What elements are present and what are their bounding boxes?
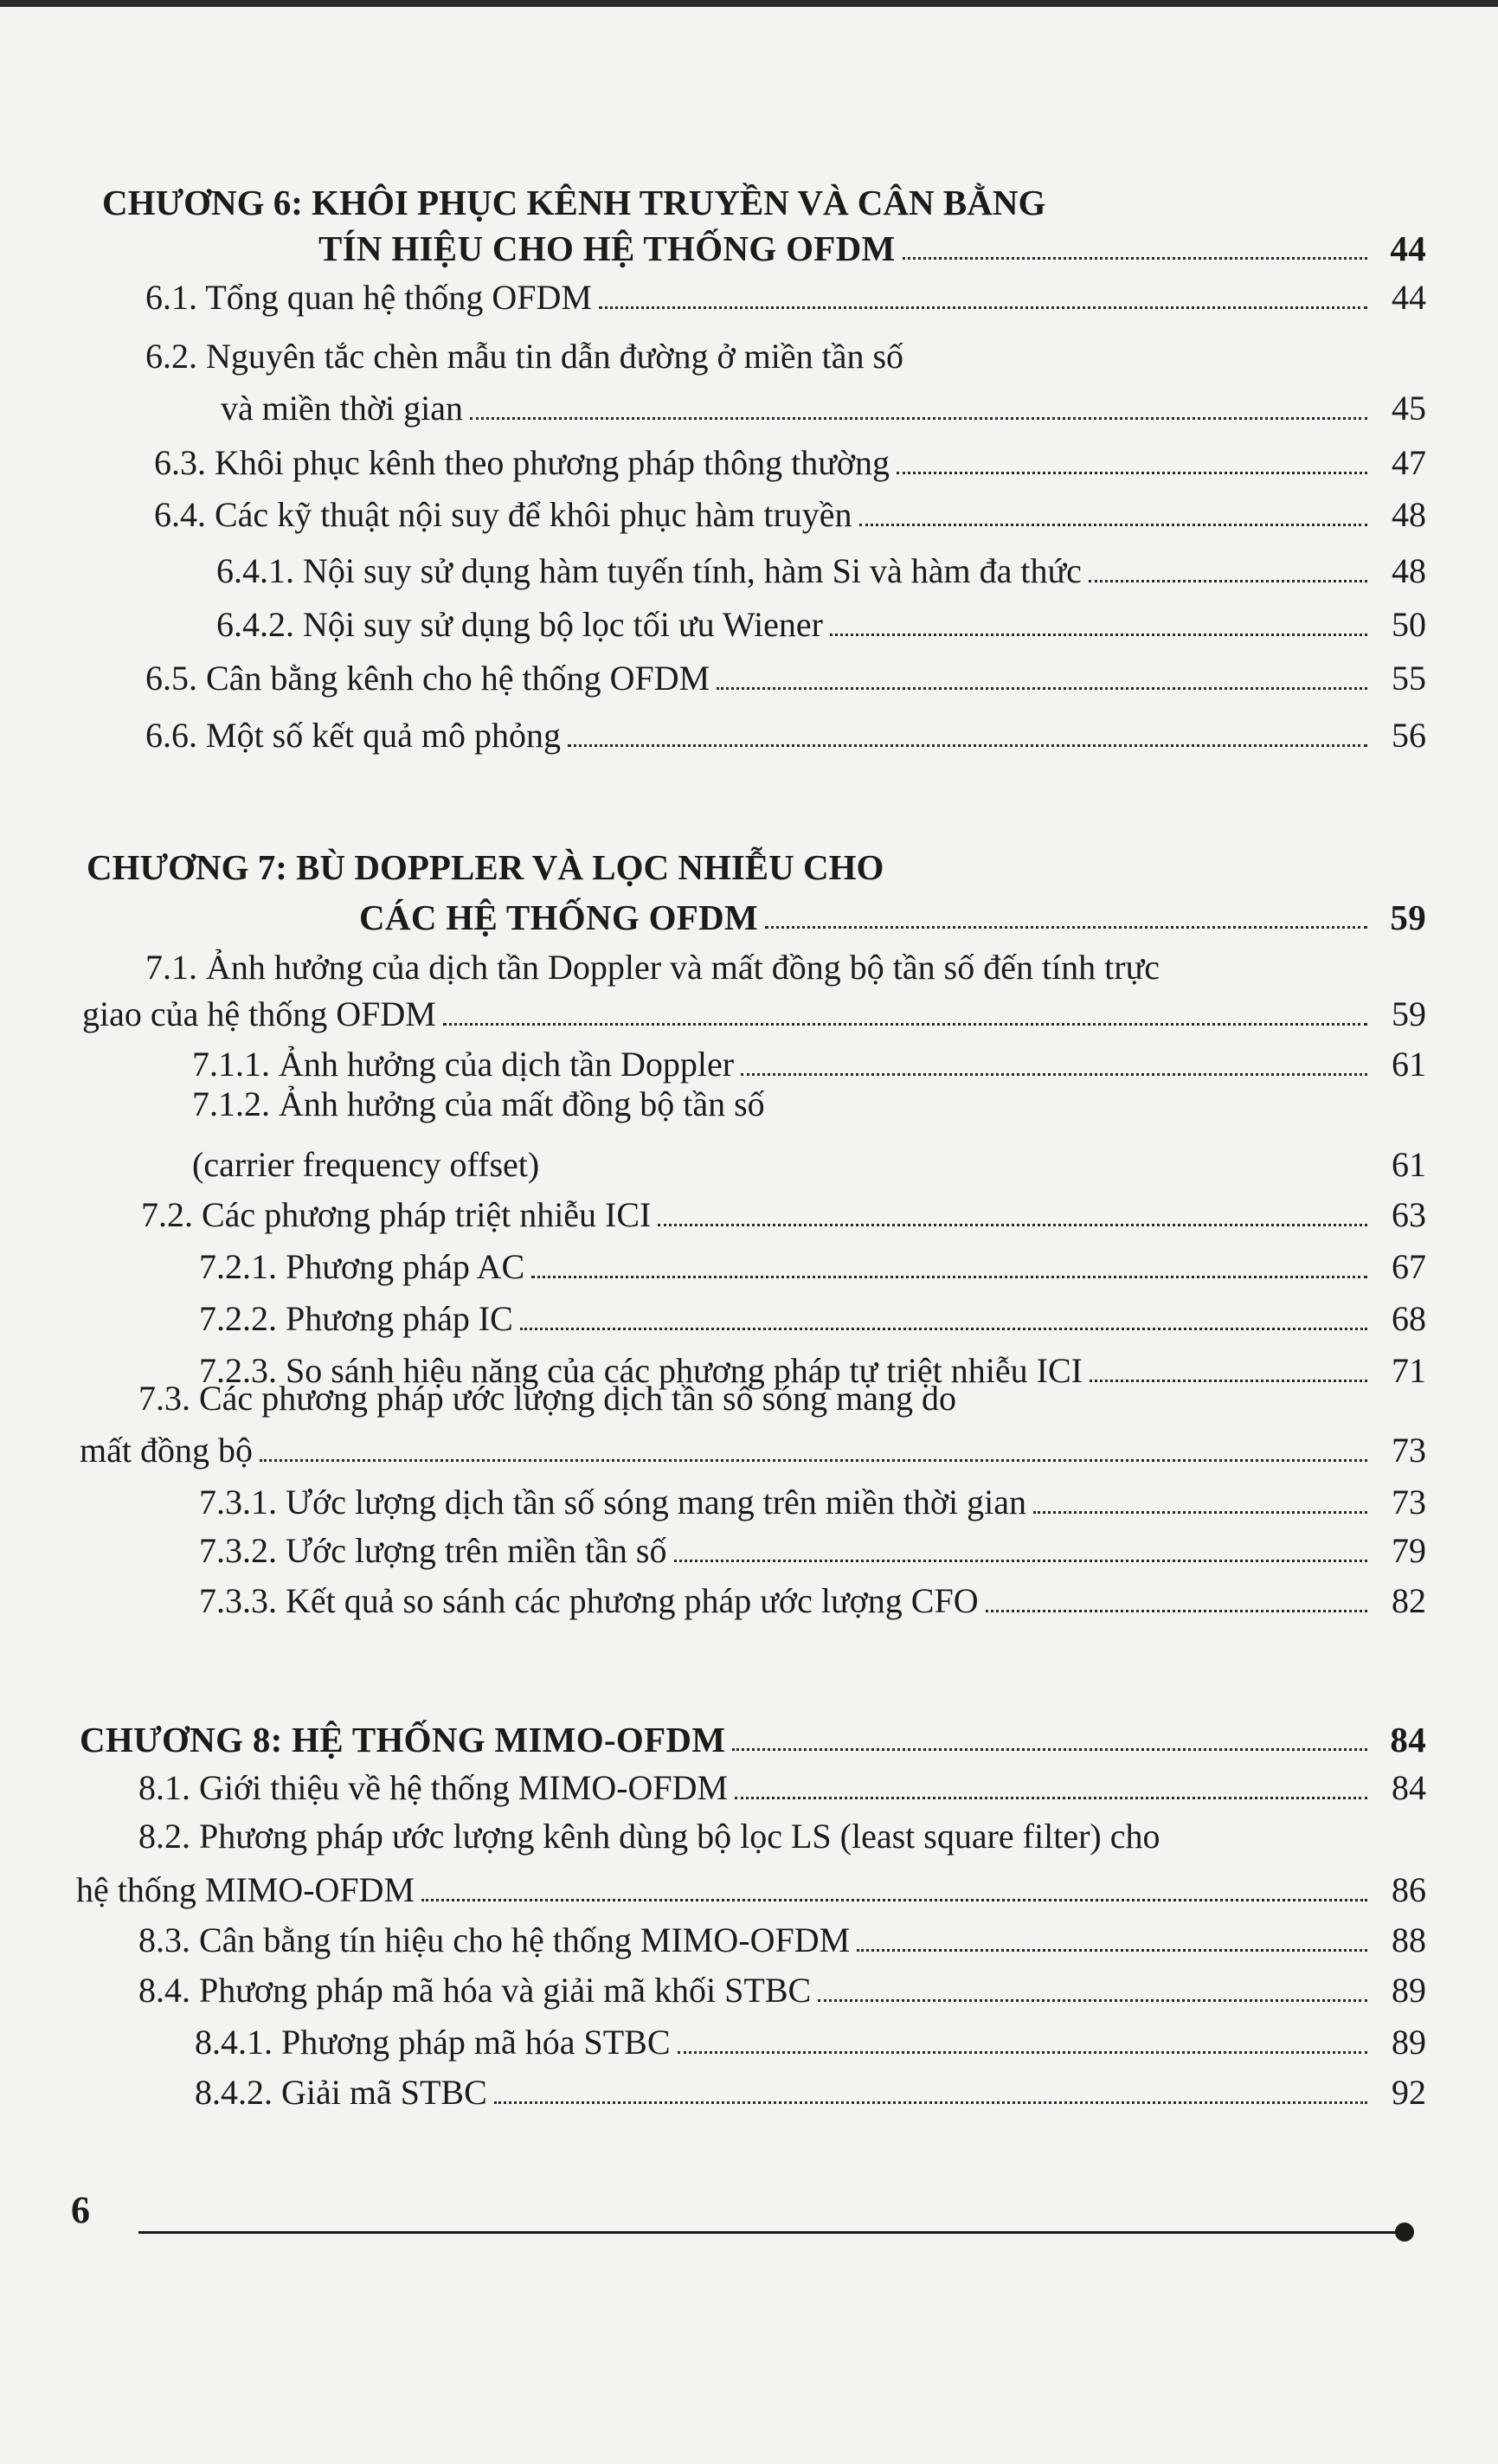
toc-entry-text: 6.3. Khôi phục kênh theo phương pháp thông thường [154, 443, 890, 482]
page-number: 45 [1392, 389, 1426, 428]
toc-entry-text: và miền thời gian [221, 389, 463, 428]
toc-entry-6-1 [145, 277, 1426, 318]
chapter-7-title-entry [359, 897, 1426, 938]
page-number: 59 [1392, 994, 1426, 1033]
toc-entry-text: 7.2.2. Phương pháp IC [199, 1299, 513, 1338]
footer-rule [138, 2231, 1404, 2234]
leader-dots [897, 472, 1367, 474]
toc-entry-6-5 [145, 658, 1426, 699]
chapter-8-title-entry [80, 1719, 1426, 1760]
toc-entry-text: 8.1. Giới thiệu về hệ thống MIMO-OFDM [138, 1768, 729, 1807]
leader-dots [1089, 580, 1367, 582]
toc-entry-text: 6.4. Các kỹ thuật nội suy để khôi phục hàm truyền [154, 495, 852, 534]
page-number: 61 [1392, 1045, 1426, 1084]
page-number: 59 [1390, 897, 1426, 937]
toc-entry-text: 8.4.1. Phương pháp mã hóa STBC [195, 2023, 671, 2062]
leader-dots [1090, 1380, 1367, 1382]
leader-dots [494, 2101, 1367, 2104]
toc-entry-text: 7.2. Các phương pháp triệt nhiễu ICI [141, 1195, 652, 1234]
toc-entry-text: 7.2.1. Phương pháp AC [199, 1247, 525, 1286]
page-number: 61 [1392, 1145, 1426, 1184]
toc-entry-8-2 [76, 1869, 1426, 1911]
toc-entry-7-1-2-line1: 7.1.2. Ảnh hưởng của mất đồng bộ tần số [192, 1084, 765, 1123]
leader-dots [986, 1610, 1367, 1612]
chapter-6-subtitle: TÍN HIỆU CHO HỆ THỐNG OFDM [318, 228, 896, 268]
page-number: 89 [1392, 1971, 1426, 2010]
leader-dots [765, 926, 1367, 929]
leader-dots [421, 1899, 1367, 1901]
page-number: 86 [1392, 1870, 1426, 1909]
toc-entry-6-2-line1: 6.2. Nguyên tắc chèn mẫu tin dẫn đường ở miền tần số [145, 337, 904, 376]
page-number: 84 [1390, 1720, 1426, 1760]
page-number: 56 [1392, 716, 1426, 755]
toc-entry-7-3 [80, 1430, 1426, 1471]
toc-entry-6-4-2 [216, 604, 1426, 646]
page-number: 44 [1390, 228, 1426, 268]
toc-entry-text: 6.6. Một số kết quả mô phỏng [145, 716, 561, 755]
leader-dots [903, 257, 1367, 260]
leader-dots [735, 1797, 1367, 1799]
page-number: 92 [1392, 2073, 1426, 2112]
toc-entry-text: 6.4.1. Nội suy sử dụng hàm tuyến tính, hàm Si và hàm đa thức [216, 551, 1082, 590]
leader-dots [717, 687, 1367, 690]
toc-entry-text: 6.4.2. Nội suy sử dụng bộ lọc tối ưu Wiener [216, 605, 823, 644]
toc-entry-7-3-1 [199, 1482, 1426, 1523]
toc-entry-7-2-2 [199, 1298, 1426, 1340]
leader-dots [857, 1949, 1367, 1952]
toc-entry-text: 7.3.1. Ước lượng dịch tần số sóng mang trên miền thời gian [199, 1483, 1027, 1522]
leader-dots [520, 1328, 1367, 1330]
leader-dots [732, 1748, 1367, 1751]
toc-entry-text: 7.3.3. Kết quả so sánh các phương pháp ước lượng CFO [199, 1581, 979, 1620]
toc-entry-6-3 [154, 442, 1426, 484]
toc-entry-6-4-1 [216, 550, 1426, 592]
page-number: 73 [1392, 1483, 1426, 1522]
page-number: 71 [1392, 1351, 1426, 1390]
page-number: 84 [1392, 1768, 1426, 1807]
toc-entry-7-3-3 [199, 1580, 1426, 1622]
toc-entry-7-1 [82, 994, 1426, 1035]
toc-entry-text: 8.4. Phương pháp mã hóa và giải mã khối STBC [138, 1971, 812, 2010]
leader-dots [546, 1174, 1367, 1176]
toc-entry-text: 7.2.3. So sánh hiệu năng của các phương pháp tự triệt nhiễu ICI [199, 1351, 1083, 1390]
leader-dots [443, 1023, 1367, 1026]
page-number: 55 [1392, 659, 1426, 698]
toc-entry-text: 6.5. Cân bằng kênh cho hệ thống OFDM [145, 659, 710, 698]
toc-entry-7-3-line1: 7.3. Các phương pháp ước lượng dịch tần số sóng mang do [138, 1379, 957, 1418]
leader-dots [830, 634, 1367, 636]
leader-dots [1033, 1511, 1367, 1514]
page-number: 68 [1392, 1299, 1426, 1338]
page-number: 48 [1392, 551, 1426, 590]
toc-entry-7-2 [141, 1194, 1426, 1236]
toc-entry-text: 8.4.2. Giải mã STBC [195, 2073, 487, 2112]
page-number: 73 [1392, 1431, 1426, 1470]
leader-dots [818, 1999, 1367, 2002]
leader-dots [674, 1560, 1368, 1562]
page-number: 88 [1392, 1920, 1426, 1959]
toc-entry-7-3-2 [199, 1530, 1426, 1572]
chapter-6-title: CHƯƠNG 6: KHÔI PHỤC KÊNH TRUYỀN VÀ CÂN BẰNG [102, 183, 1046, 222]
page-number: 89 [1392, 2023, 1426, 2062]
toc-entry-7-1-1 [192, 1044, 1426, 1085]
toc-entry-text: hệ thống MIMO-OFDM [76, 1870, 415, 1909]
toc-entry-8-4-1 [195, 2022, 1426, 2063]
chapter-7-title: CHƯƠNG 7: BÙ DOPPLER VÀ LỌC NHIỄU CHO [87, 847, 884, 887]
toc-entry-7-1-line1: 7.1. Ảnh hưởng của dịch tần Doppler và mất đồng bộ tần số đến tính trực [145, 948, 1160, 987]
page-number: 50 [1392, 605, 1426, 644]
leader-dots [531, 1276, 1367, 1278]
toc-entry-8-3 [138, 1920, 1426, 1961]
leader-dots [859, 524, 1367, 526]
leader-dots [658, 1224, 1367, 1226]
toc-entry-text: mất đồng bộ [80, 1431, 253, 1470]
toc-entry-text: 6.1. Tổng quan hệ thống OFDM [145, 278, 592, 317]
toc-entry-6-4 [154, 494, 1426, 536]
page-number: 44 [1392, 278, 1426, 317]
footer-page-number: 6 [71, 2189, 90, 2231]
page-number: 82 [1392, 1581, 1426, 1620]
page-number: 63 [1392, 1195, 1426, 1234]
page-number: 67 [1392, 1247, 1426, 1286]
toc-entry-7-1-2 [192, 1144, 1426, 1186]
leader-dots [568, 744, 1367, 747]
leader-dots [741, 1073, 1367, 1076]
toc-entry-text: giao của hệ thống OFDM [82, 994, 436, 1033]
toc-entry-6-2 [221, 388, 1426, 429]
toc-entry-text: 7.1.1. Ảnh hưởng của dịch tần Doppler [192, 1045, 735, 1084]
leader-dots [470, 417, 1367, 420]
leader-dots [260, 1459, 1367, 1462]
page-number: 79 [1392, 1531, 1426, 1570]
toc-entry-text: (carrier frequency offset) [192, 1145, 540, 1184]
chapter-8-title: CHƯƠNG 8: HỆ THỐNG MIMO-OFDM [80, 1720, 726, 1760]
footer-rule-dot [1395, 2223, 1414, 2242]
toc-entry-text: 8.3. Cân bằng tín hiệu cho hệ thống MIMO-OFDM [138, 1920, 851, 1959]
toc-entry-7-2-1 [199, 1246, 1426, 1288]
toc-entry-8-4-2 [195, 2072, 1426, 2113]
toc-entry-6-6 [145, 715, 1426, 756]
chapter-7-subtitle: CÁC HỆ THỐNG OFDM [359, 897, 759, 937]
leader-dots [678, 2051, 1368, 2054]
toc-entry-text: 7.3.2. Ước lượng trên miền tần số [199, 1531, 667, 1570]
leader-dots [599, 306, 1367, 309]
toc-entry-8-1 [138, 1767, 1426, 1809]
chapter-6-title-entry [318, 228, 1426, 269]
page-number: 47 [1392, 443, 1426, 482]
toc-entry-8-4 [138, 1970, 1426, 2011]
page-number: 48 [1392, 495, 1426, 534]
toc-entry-8-2-line1: 8.2. Phương pháp ước lượng kênh dùng bộ lọc LS (least square filter) cho [138, 1817, 1160, 1856]
